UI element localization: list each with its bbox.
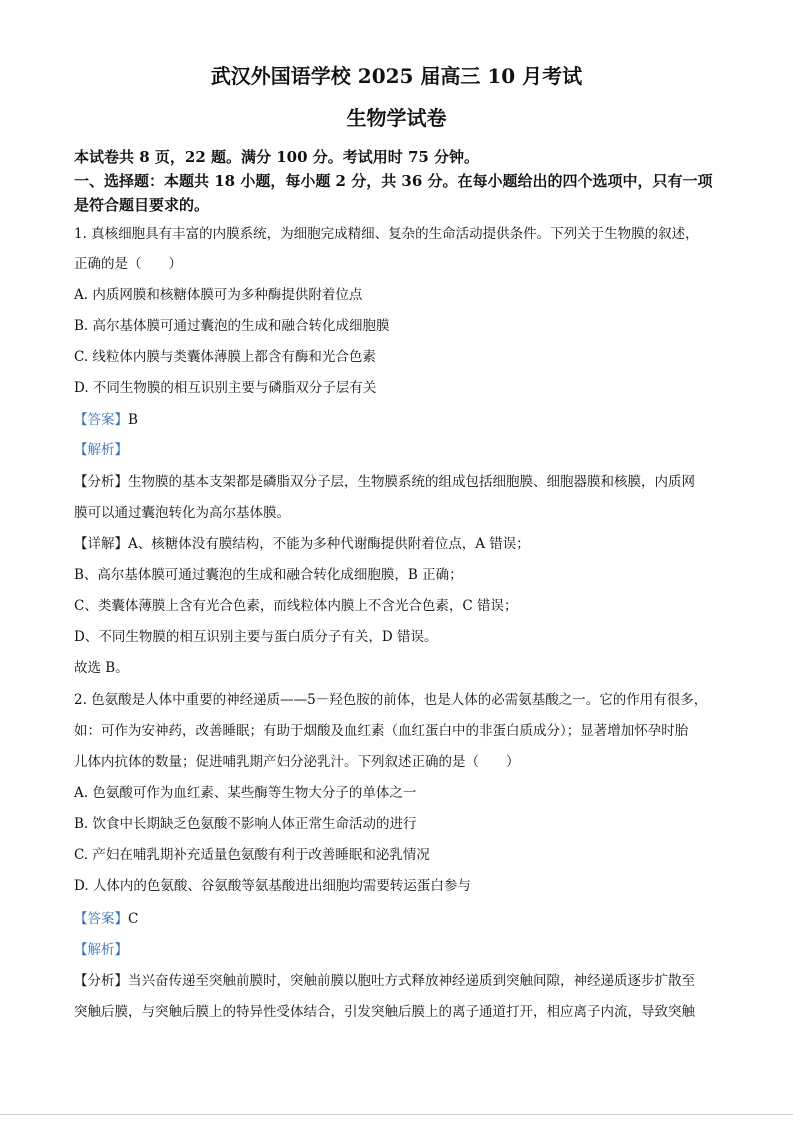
q2-fenxi-line-2: 突触后膜，与突触后膜上的特异性受体结合，引发突触后膜上的离子通道打开，相应离子内流，导致突触 bbox=[74, 1004, 695, 1020]
q2-fenxi-text-1: 当兴奋传递至突触前膜时，突触前膜以胞吐方式释放神经递质到突触间隙，神经递质逐步扩散至 bbox=[128, 973, 695, 989]
q1-conclusion: 故选 B。 bbox=[74, 660, 129, 676]
q2-answer bbox=[74, 909, 138, 929]
q1-xiangjie-line-4: D、不同生物膜的相互识别主要与蛋白质分子有关，D 错误。 bbox=[74, 629, 438, 645]
q2-fenxi-line-1 bbox=[74, 971, 695, 991]
q1-xiangjie-line-1 bbox=[74, 534, 530, 554]
q1-option-d: D. 不同生物膜的相互识别主要与磷脂双分子层有关 bbox=[74, 380, 377, 396]
section-heading-line-2: 是符合题目要求的。 bbox=[74, 196, 210, 214]
q2-option-d: D. 人体内的色氨酸、谷氨酸等氨基酸进出细胞均需要转运蛋白参与 bbox=[74, 878, 471, 894]
q2-stem-line-2: 如：可作为安神药，改善睡眠；有助于烟酸及血红素（血红蛋白中的非蛋白质成分）；显著增加怀孕时胎 bbox=[74, 723, 689, 739]
q2-option-c: C. 产妇在哺乳期补充适量色氨酸有利于改善睡眠和泌乳情况 bbox=[74, 847, 430, 863]
q2-analysis-tag: 【解析】 bbox=[74, 942, 128, 958]
q1-stem-line-2: 正确的是（ ） bbox=[74, 256, 182, 272]
q1-fenxi-text-1: 生物膜的基本支架都是磷脂双分子层，生物膜系统的组成包括细胞膜、细胞器膜和核膜，内质网 bbox=[128, 474, 695, 490]
q2-option-a: A. 色氨酸可作为血红素、某些酶等生物大分子的单体之一 bbox=[74, 785, 417, 801]
exam-intro: 本试卷共 8 页，22 题。满分 100 分。考试用时 75 分钟。 bbox=[74, 148, 480, 166]
q1-answer bbox=[74, 410, 138, 430]
q2-stem-line-3: 儿体内抗体的数量；促进哺乳期产妇分泌乳汁。下列叙述正确的是（ ） bbox=[74, 754, 520, 770]
q1-fenxi-line-1 bbox=[74, 472, 695, 492]
section-heading-line-1: 一、选择题：本题共 18 小题，每小题 2 分，共 36 分。在每小题给出的四个选项中，只有一项 bbox=[74, 172, 713, 190]
q1-option-b: B. 高尔基体膜可通过囊泡的生成和融合转化成细胞膜 bbox=[74, 318, 390, 334]
q2-stem-line-1: 2. 色氨酸是人体中重要的神经递质——5－羟色胺的前体，也是人体的必需氨基酸之一。它的作用有很多， bbox=[74, 692, 708, 708]
page-bottom-divider bbox=[0, 1114, 793, 1115]
q1-option-c: C. 线粒体内膜与类囊体薄膜上都含有酶和光合色素 bbox=[74, 349, 376, 365]
q1-answer-value: B bbox=[128, 412, 138, 428]
q2-fenxi-tag: 【分析】 bbox=[74, 973, 128, 989]
q1-xiangjie-line-3: C、类囊体薄膜上含有光合色素，而线粒体内膜上不含光合色素，C 错误； bbox=[74, 598, 518, 614]
q1-xiangjie-text-1: A、核糖体没有膜结构，不能为多种代谢酶提供附着位点，A 错误； bbox=[128, 536, 530, 552]
q1-answer-tag: 【答案】 bbox=[74, 412, 128, 428]
q1-xiangjie-line-2: B、高尔基体膜可通过囊泡的生成和融合转化成细胞膜，B 正确； bbox=[74, 567, 463, 583]
q1-fenxi-tag: 【分析】 bbox=[74, 474, 128, 490]
exam-title: 武汉外国语学校 2025 届高三 10 月考试 bbox=[210, 64, 583, 88]
q1-xiangjie-tag: 【详解】 bbox=[74, 536, 128, 552]
q2-option-b: B. 饮食中长期缺乏色氨酸不影响人体正常生命活动的进行 bbox=[74, 816, 417, 832]
q2-answer-tag: 【答案】 bbox=[74, 911, 128, 927]
q2-answer-value: C bbox=[128, 911, 139, 927]
q1-fenxi-line-2: 膜可以通过囊泡转化为高尔基体膜。 bbox=[74, 505, 290, 521]
q1-option-a: A. 内质网膜和核糖体膜可为多种酶提供附着位点 bbox=[74, 287, 363, 303]
exam-subtitle: 生物学试卷 bbox=[346, 106, 447, 130]
q1-analysis-tag: 【解析】 bbox=[74, 442, 128, 458]
q1-stem-line-1: 1. 真核细胞具有丰富的内膜系统，为细胞完成精细、复杂的生命活动提供条件。下列关于生物膜的叙述， bbox=[74, 226, 699, 242]
